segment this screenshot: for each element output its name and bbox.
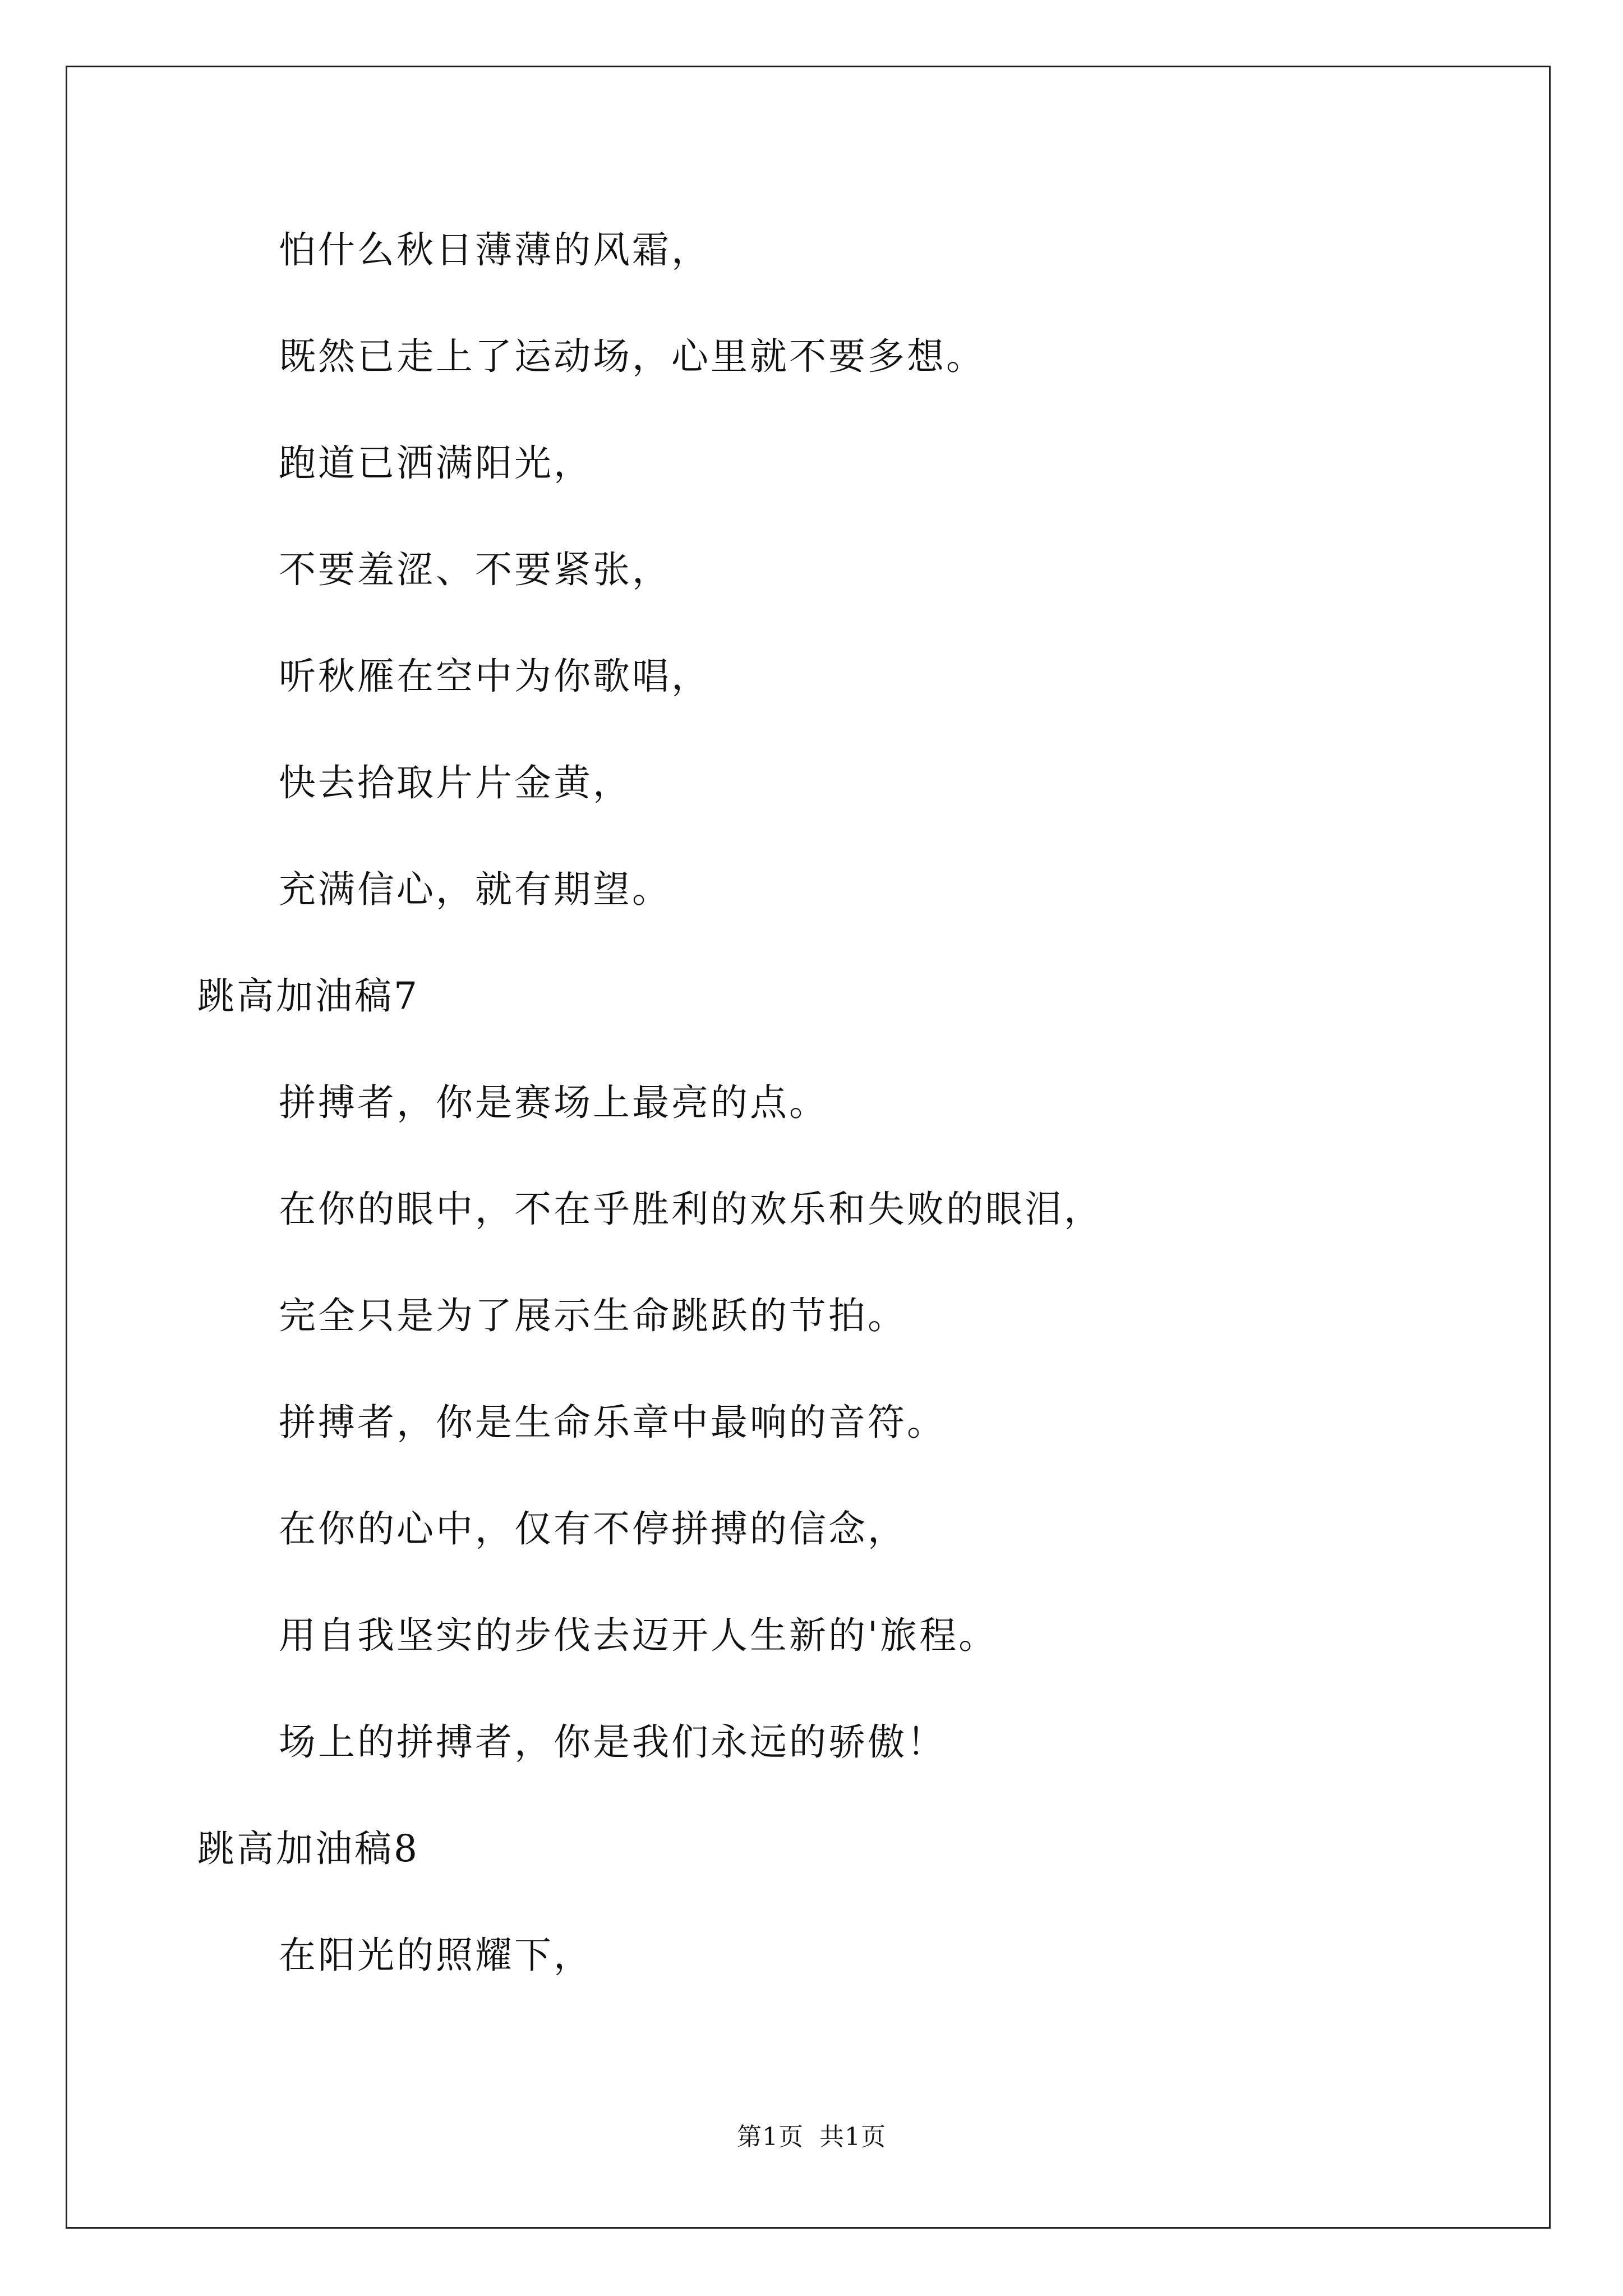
section-heading: 跳高加油稿8 bbox=[197, 1827, 419, 1870]
body-line: 在你的眼中，不在乎胜利的欢乐和失败的眼泪， bbox=[279, 1188, 1103, 1231]
body-line: 场上的拼搏者，你是我们永远的骄傲！ bbox=[279, 1720, 946, 1764]
body-line: 充满信心，就有期望。 bbox=[279, 868, 671, 911]
section-heading: 跳高加油稿7 bbox=[197, 974, 419, 1018]
body-line: 既然已走上了运动场，心里就不要多想。 bbox=[279, 335, 985, 378]
body-line: 用自我坚实的步伐去迈开人生新的'旅程。 bbox=[279, 1614, 998, 1657]
body-line: 听秋雁在空中为你歌唱， bbox=[279, 655, 711, 698]
body-line: 拼搏者，你是赛场上最亮的点。 bbox=[279, 1081, 828, 1124]
body-line: 不要羞涩、不要紧张， bbox=[279, 548, 671, 591]
body-line: 完全只是为了展示生命跳跃的节拍。 bbox=[279, 1294, 907, 1337]
body-line: 怕什么秋日薄薄的风霜， bbox=[279, 228, 711, 272]
body-line: 快去拾取片片金黄， bbox=[279, 761, 632, 804]
page-total: 共1页 bbox=[819, 2123, 886, 2151]
body-line: 跑道已洒满阳光， bbox=[279, 441, 593, 485]
page-footer bbox=[0, 2122, 1623, 2153]
body-line: 在你的心中，仅有不停拼搏的信念， bbox=[279, 1507, 907, 1550]
page-frame bbox=[66, 66, 1551, 2229]
body-line: 在阳光的照耀下， bbox=[279, 1934, 593, 1977]
page-number: 第1页 bbox=[737, 2123, 804, 2151]
body-line: 拼搏者，你是生命乐章中最响的音符。 bbox=[279, 1401, 946, 1444]
